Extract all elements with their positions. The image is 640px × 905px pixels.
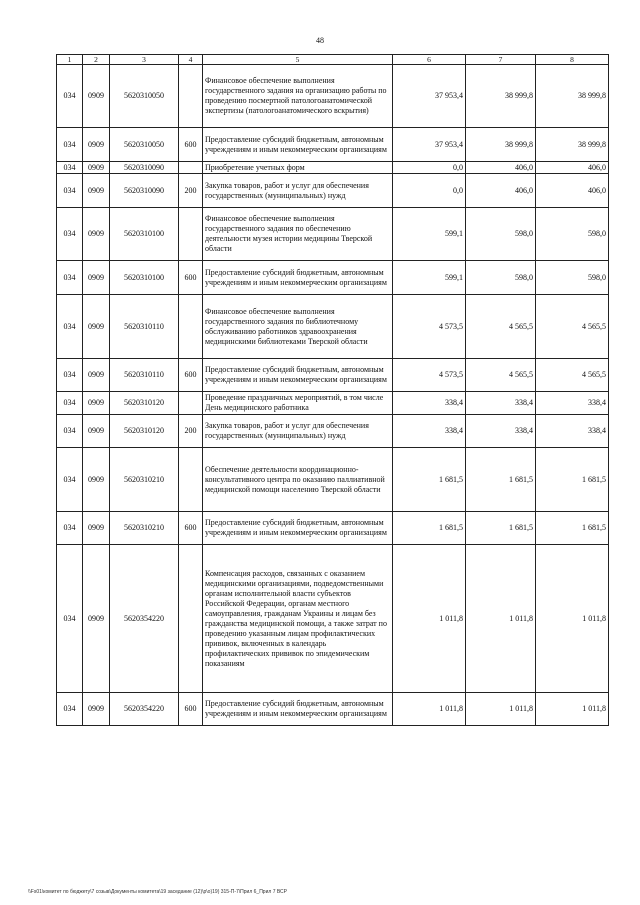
header-cell: 7 [466, 55, 536, 65]
expense-type-cell: 600 [179, 261, 203, 295]
description-cell: Предоставление субсидий бюджетным, автономным учреждениям и иным некоммерческим организациям [203, 128, 393, 162]
amount-col7-cell: 38 999,8 [466, 128, 536, 162]
header-cell: 3 [110, 55, 179, 65]
table-row [57, 392, 609, 415]
amount-col8-cell: 406,0 [536, 162, 609, 174]
amount-col7-cell: 406,0 [466, 162, 536, 174]
target-article-cell: 5620310110 [110, 359, 179, 392]
description-cell: Компенсация расходов, связанных с оказанием медицинскими организациями, подведомственными органам исполнительной власти субъектов Российской Федерации, органам местного самоуправления, гражданам Украины и лицам без гражданства медицинской помощи, а также затрат по проведению указанным лицам профилактических прививок, включенных в календарь профилактических прививок по эпидемическим показаниям [203, 545, 393, 693]
table-body [57, 55, 609, 726]
header-cell: 2 [83, 55, 110, 65]
expense-type-cell [179, 65, 203, 128]
section-code-cell: 0909 [83, 174, 110, 208]
amount-col8-cell: 38 999,8 [536, 65, 609, 128]
target-article-cell: 5620354220 [110, 693, 179, 726]
admin-code-cell: 034 [57, 208, 83, 261]
target-article-cell: 5620310120 [110, 392, 179, 415]
target-article-cell: 5620310110 [110, 295, 179, 359]
header-cell: 8 [536, 55, 609, 65]
amount-col7-cell: 338,4 [466, 392, 536, 415]
section-code-cell: 0909 [83, 415, 110, 448]
amount-col6-cell: 37 953,4 [393, 128, 466, 162]
description-cell: Приобретение учетных форм [203, 162, 393, 174]
expense-type-cell: 600 [179, 512, 203, 545]
description-cell: Предоставление субсидий бюджетным, автономным учреждениям и иным некоммерческим организациям [203, 359, 393, 392]
section-code-cell: 0909 [83, 261, 110, 295]
section-code-cell: 0909 [83, 208, 110, 261]
header-cell: 4 [179, 55, 203, 65]
amount-col6-cell: 37 953,4 [393, 65, 466, 128]
table-row [57, 261, 609, 295]
section-code-cell: 0909 [83, 359, 110, 392]
expense-type-cell [179, 448, 203, 512]
amount-col8-cell: 338,4 [536, 392, 609, 415]
admin-code-cell: 034 [57, 261, 83, 295]
expense-type-cell [179, 295, 203, 359]
description-cell: Финансовое обеспечение выполнения государственного задания на организацию работы по проведению посмертной патологоанатомической экспертизы (патологоанатомического вскрытия) [203, 65, 393, 128]
amount-col7-cell: 406,0 [466, 174, 536, 208]
table-row [57, 295, 609, 359]
amount-col8-cell: 1 011,8 [536, 693, 609, 726]
description-cell: Закупка товаров, работ и услуг для обеспечения государственных (муниципальных) нужд [203, 415, 393, 448]
expense-type-cell: 600 [179, 693, 203, 726]
section-code-cell: 0909 [83, 128, 110, 162]
target-article-cell: 5620310090 [110, 174, 179, 208]
amount-col7-cell: 598,0 [466, 208, 536, 261]
admin-code-cell: 034 [57, 415, 83, 448]
amount-col7-cell: 338,4 [466, 415, 536, 448]
admin-code-cell: 034 [57, 392, 83, 415]
amount-col7-cell: 4 565,5 [466, 295, 536, 359]
target-article-cell: 5620310210 [110, 512, 179, 545]
expense-type-cell: 600 [179, 128, 203, 162]
target-article-cell: 5620310050 [110, 128, 179, 162]
section-code-cell: 0909 [83, 392, 110, 415]
target-article-cell: 5620310050 [110, 65, 179, 128]
amount-col6-cell: 0,0 [393, 162, 466, 174]
amount-col7-cell: 4 565,5 [466, 359, 536, 392]
amount-col8-cell: 406,0 [536, 174, 609, 208]
header-cell: 6 [393, 55, 466, 65]
footer-file-path: \\Fs01\комитет по бюджету\7 созыв\Документы комитета\19 заседание (12)\р\о)19) 315-П-7\Прил 6_Прил 7 ВСР [28, 889, 287, 895]
amount-col6-cell: 1 681,5 [393, 448, 466, 512]
target-article-cell: 5620310120 [110, 415, 179, 448]
amount-col6-cell: 338,4 [393, 415, 466, 448]
description-cell: Предоставление субсидий бюджетным, автономным учреждениям и иным некоммерческим организациям [203, 261, 393, 295]
description-cell: Обеспечение деятельности координационно-консультативного центра по оказанию паллиативной медицинской помощи населению Тверской области [203, 448, 393, 512]
amount-col6-cell: 1 681,5 [393, 512, 466, 545]
table-row [57, 162, 609, 174]
target-article-cell: 5620310090 [110, 162, 179, 174]
table-row [57, 65, 609, 128]
admin-code-cell: 034 [57, 359, 83, 392]
amount-col6-cell: 1 011,8 [393, 693, 466, 726]
expense-type-cell [179, 162, 203, 174]
description-cell: Финансовое обеспечение выполнения государственного задания по библиотечному обслуживанию работников здравоохранения медицинскими библиотеками Тверской области [203, 295, 393, 359]
table-row [57, 512, 609, 545]
section-code-cell: 0909 [83, 512, 110, 545]
description-cell: Предоставление субсидий бюджетным, автономным учреждениям и иным некоммерческим организациям [203, 512, 393, 545]
expense-type-cell: 600 [179, 359, 203, 392]
description-cell: Закупка товаров, работ и услуг для обеспечения государственных (муниципальных) нужд [203, 174, 393, 208]
admin-code-cell: 034 [57, 693, 83, 726]
amount-col7-cell: 1 011,8 [466, 545, 536, 693]
amount-col7-cell: 598,0 [466, 261, 536, 295]
amount-col7-cell: 1 011,8 [466, 693, 536, 726]
section-code-cell: 0909 [83, 693, 110, 726]
expense-type-cell: 200 [179, 415, 203, 448]
admin-code-cell: 034 [57, 295, 83, 359]
admin-code-cell: 034 [57, 162, 83, 174]
section-code-cell: 0909 [83, 448, 110, 512]
target-article-cell: 5620310210 [110, 448, 179, 512]
admin-code-cell: 034 [57, 128, 83, 162]
description-cell: Проведение праздничных мероприятий, в том числе День медицинского работника [203, 392, 393, 415]
amount-col8-cell: 4 565,5 [536, 295, 609, 359]
amount-col6-cell: 599,1 [393, 261, 466, 295]
amount-col6-cell: 1 011,8 [393, 545, 466, 693]
page-number: 48 [316, 36, 324, 45]
amount-col7-cell: 1 681,5 [466, 448, 536, 512]
amount-col8-cell: 1 681,5 [536, 512, 609, 545]
table-row [57, 415, 609, 448]
table-row [57, 448, 609, 512]
table-row [57, 545, 609, 693]
admin-code-cell: 034 [57, 448, 83, 512]
expense-type-cell [179, 208, 203, 261]
target-article-cell: 5620310100 [110, 261, 179, 295]
amount-col6-cell: 338,4 [393, 392, 466, 415]
header-cell: 1 [57, 55, 83, 65]
table-row [57, 174, 609, 208]
amount-col8-cell: 4 565,5 [536, 359, 609, 392]
amount-col8-cell: 338,4 [536, 415, 609, 448]
section-code-cell: 0909 [83, 295, 110, 359]
table-row [57, 208, 609, 261]
amount-col7-cell: 1 681,5 [466, 512, 536, 545]
target-article-cell: 5620310100 [110, 208, 179, 261]
section-code-cell: 0909 [83, 162, 110, 174]
amount-col6-cell: 599,1 [393, 208, 466, 261]
amount-col8-cell: 1 681,5 [536, 448, 609, 512]
description-cell: Финансовое обеспечение выполнения государственного задания по обеспечению деятельности музея истории медицины Тверской области [203, 208, 393, 261]
header-cell: 5 [203, 55, 393, 65]
target-article-cell: 5620354220 [110, 545, 179, 693]
admin-code-cell: 034 [57, 545, 83, 693]
amount-col7-cell: 38 999,8 [466, 65, 536, 128]
table-header-row [57, 55, 609, 65]
description-cell: Предоставление субсидий бюджетным, автономным учреждениям и иным некоммерческим организациям [203, 693, 393, 726]
amount-col8-cell: 1 011,8 [536, 545, 609, 693]
budget-table [56, 54, 609, 726]
expense-type-cell [179, 545, 203, 693]
amount-col8-cell: 598,0 [536, 261, 609, 295]
section-code-cell: 0909 [83, 545, 110, 693]
admin-code-cell: 034 [57, 512, 83, 545]
admin-code-cell: 034 [57, 174, 83, 208]
expense-type-cell: 200 [179, 174, 203, 208]
table-row [57, 128, 609, 162]
amount-col8-cell: 598,0 [536, 208, 609, 261]
amount-col8-cell: 38 999,8 [536, 128, 609, 162]
amount-col6-cell: 4 573,5 [393, 359, 466, 392]
table-row [57, 693, 609, 726]
section-code-cell: 0909 [83, 65, 110, 128]
table-row [57, 359, 609, 392]
admin-code-cell: 034 [57, 65, 83, 128]
amount-col6-cell: 0,0 [393, 174, 466, 208]
amount-col6-cell: 4 573,5 [393, 295, 466, 359]
expense-type-cell [179, 392, 203, 415]
